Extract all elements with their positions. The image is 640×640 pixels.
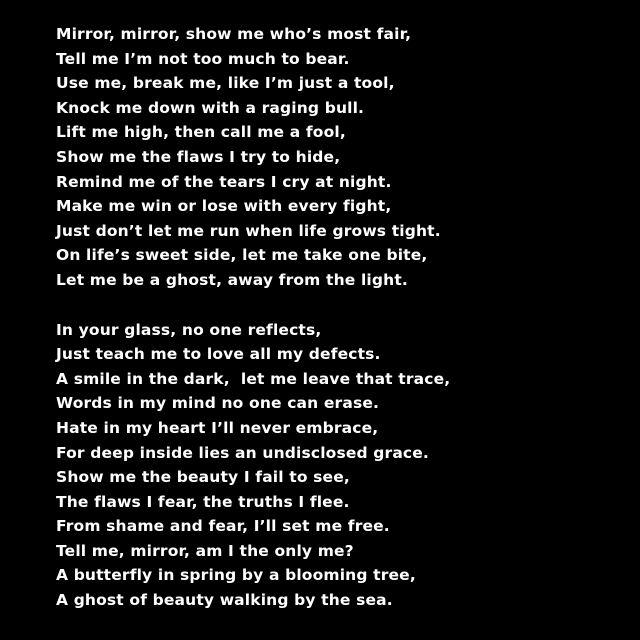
poem-line: For deep inside lies an undisclosed grace. [56, 443, 429, 462]
poem-line: Knock me down with a raging bull. [56, 98, 365, 117]
poem-line: Tell me I’m not too much to bear. [56, 49, 350, 68]
poem-line: From shame and fear, I’ll set me free. [56, 517, 390, 536]
poem-line: Show me the beauty I fail to see, [56, 468, 350, 487]
poem-line: Lift me high, then call me a fool, [56, 123, 346, 142]
poem-line: Tell me, mirror, am I the only me? [56, 541, 354, 560]
poem-line: Show me the flaws I try to hide, [56, 147, 341, 166]
stanza-1 [56, 22, 610, 293]
poem-line: Words in my mind no one can erase. [56, 394, 380, 413]
poem-line: Mirror, mirror, show me who’s most fair, [56, 25, 412, 43]
poem-line: A butterfly in spring by a blooming tree, [56, 566, 416, 585]
poem-line: Remind me of the tears I cry at night. [56, 172, 392, 191]
poem-line: Hate in my heart I’ll never embrace, [56, 418, 379, 437]
poem-line: Let me be a ghost, away from the light. [56, 270, 408, 289]
poem-line: Use me, break me, like I’m just a tool, [56, 74, 395, 93]
poem-line: A ghost of beauty walking by the sea. [56, 591, 393, 610]
poem-line: Make me win or lose with every fight, [56, 197, 392, 216]
poem-line: A smile in the dark, let me leave that trace, [56, 369, 451, 388]
stanza-2 [56, 318, 610, 613]
poem-line: Just don’t let me run when life grows tight. [56, 221, 441, 240]
poem-line: On life’s sweet side, let me take one bite, [56, 246, 428, 265]
poem-line: In your glass, no one reflects, [56, 320, 322, 339]
poem-line: The flaws I fear, the truths I flee. [56, 492, 350, 511]
poem-line: Just teach me to love all my defects. [56, 345, 381, 364]
